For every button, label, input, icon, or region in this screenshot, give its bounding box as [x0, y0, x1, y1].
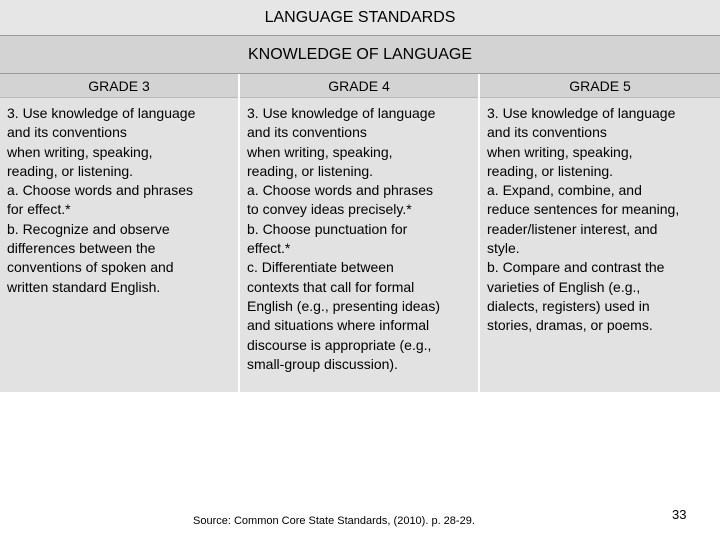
standard-text-line: English (e.g., presenting ideas): [247, 297, 440, 314]
standard-text-line: small-group discussion).: [247, 355, 398, 372]
standard-text-line: 3. Use knowledge of language: [247, 105, 436, 121]
standards-table: [0, 74, 720, 392]
grade-5-header: GRADE 5: [569, 78, 631, 94]
standard-text-line: and its conventions: [247, 124, 367, 141]
standard-text-line: b. Choose punctuation for: [247, 220, 408, 237]
standard-text-line: reduce sentences for meaning,: [487, 201, 680, 218]
standard-text-line: when writing, speaking,: [7, 143, 153, 160]
grade-4-header: GRADE 4: [328, 78, 390, 94]
standard-text-line: for effect.*: [7, 201, 71, 218]
standard-text-line: stories, dramas, or poems.: [487, 317, 653, 334]
grade-3-cell: [0, 98, 238, 392]
standard-text-line: when writing, speaking,: [487, 143, 633, 160]
standard-text-line: reading, or listening.: [487, 162, 614, 179]
standard-text-line: reading, or listening.: [7, 162, 134, 179]
standard-text-line: 3. Use knowledge of language: [7, 105, 196, 121]
section-title-text: KNOWLEDGE OF LANGUAGE: [247, 45, 473, 63]
standard-text-line: and its conventions: [487, 124, 607, 141]
standard-text-line: effect.*: [247, 240, 291, 257]
source-citation: Source: Common Core State Standards, (2010). p. 28-29.: [193, 515, 475, 527]
standard-text-line: differences between the: [7, 240, 156, 257]
standard-text-line: contexts that call for formal: [247, 278, 415, 295]
standard-text-line: varieties of English (e.g.,: [487, 278, 641, 295]
column-divider: [238, 74, 240, 392]
standard-text-line: c. Differentiate between: [247, 259, 394, 276]
standard-text-line: 3. Use knowledge of language: [487, 105, 676, 121]
standard-text-line: dialects, registers) used in: [487, 297, 650, 314]
page-number: 33: [672, 507, 687, 522]
standard-text-line: b. Compare and contrast the: [487, 259, 665, 276]
grade-5-cell: [480, 98, 720, 392]
grade-4-cell: [240, 98, 478, 392]
standard-text-line: conventions of spoken and: [7, 259, 174, 276]
standard-text-line: when writing, speaking,: [247, 143, 393, 160]
column-divider: [478, 74, 480, 392]
standard-text-line: a. Expand, combine, and: [487, 182, 642, 199]
standard-text-line: reader/listener interest, and: [487, 220, 658, 237]
standard-text-line: a. Choose words and phrases: [7, 182, 193, 199]
standard-text-line: written standard English.: [7, 278, 161, 295]
standard-text-line: style.: [487, 240, 520, 257]
standard-text-line: b. Recognize and observe: [7, 220, 170, 237]
standard-text-line: and situations where informal: [247, 317, 430, 334]
standard-text-line: a. Choose words and phrases: [247, 182, 433, 199]
page-title-text: LANGUAGE STANDARDS: [264, 8, 456, 26]
standard-text-line: and its conventions: [7, 124, 127, 141]
standard-text-line: reading, or listening.: [247, 162, 374, 179]
page-title: [0, 0, 720, 36]
section-title: [0, 36, 720, 74]
grade-3-header: GRADE 3: [88, 78, 150, 94]
standard-text-line: to convey ideas precisely.*: [247, 201, 412, 218]
standard-text-line: discourse is appropriate (e.g.,: [247, 336, 432, 353]
